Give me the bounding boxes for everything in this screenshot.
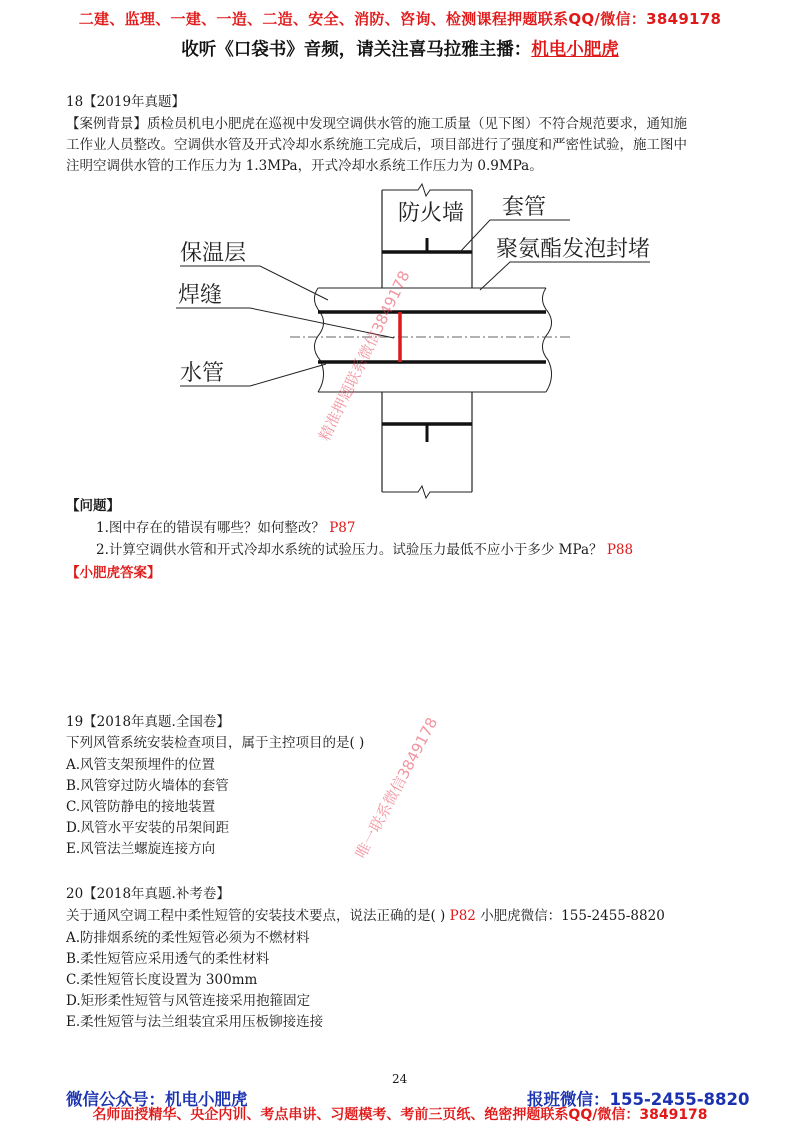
footer-bottom: 名师面授精华、央企内训、考点串讲、习题模考、考前三页纸、绝密押题联系QQ/微信：3849178 — [92, 1107, 708, 1123]
q20-options — [66, 928, 323, 1033]
wall-break-top — [382, 184, 472, 196]
label-weld: 焊缝 — [178, 283, 223, 308]
subtitle-highlight: 机电小肥虎 — [531, 40, 619, 60]
insulation-break-right — [542, 288, 551, 392]
q19-option-e: E.风管法兰螺旋连接方向 — [66, 841, 216, 857]
q18-answer-label: 【小肥虎答案】 — [66, 565, 161, 581]
label-sealant: 聚氨酯发泡封堵 — [496, 237, 650, 262]
q18-background-line2: 工作业人员整改。空调供水管及开式冷却水系统施工完成后，项目部进行了强度和严密性试验，施工图中 — [66, 137, 687, 153]
q19-option-d: D.风管水平安装的吊架间距 — [66, 820, 230, 836]
q18-background-line1: 【案例背景】质检员机电小肥虎在巡视中发现空调供水管的施工质量（见下图）不符合规范要求，通知施 — [66, 116, 687, 132]
q20-option-a: A.防排烟系统的柔性短管必须为不燃材料 — [66, 930, 310, 946]
q18-question2: 2.计算空调供水管和开式冷却水系统的试验压力。试验压力最低不应小于多少 MPa？ P88 — [96, 542, 634, 558]
q19-stem: 下列风管系统安装检查项目，属于主控项目的是( ) — [66, 735, 365, 751]
q20-stem-contact: 小肥虎微信：155-2455-8820 — [480, 908, 665, 924]
q20-option-b: B.柔性短管应采用透气的柔性材料 — [66, 951, 270, 967]
footer-right: 报班微信：155-2455-8820 — [527, 1090, 750, 1109]
label-sleeve: 套管 — [502, 195, 547, 220]
subtitle-prefix: 收听《口袋书》音频，请关注喜马拉雅主播： — [181, 40, 532, 60]
q19-option-c: C.风管防静电的接地装置 — [66, 799, 216, 815]
q20-stem-ref: P82 — [449, 908, 476, 924]
q18-background-line3: 注明空调供水管的工作压力为 1.3MPa，开式冷却水系统工作压力为 0.9MPa。 — [66, 158, 543, 174]
q20-option-d: D.矩形柔性短管与风管连接采用抱箍固定 — [66, 993, 311, 1009]
q19-option-a: A.风管支架预埋件的位置 — [66, 757, 216, 773]
q18-question1-ref: P87 — [329, 520, 356, 536]
q19-heading: 19【2018年真题.全国卷】 — [66, 714, 230, 730]
q18-questions-label: 【问题】 — [66, 498, 120, 514]
page-number: 24 — [392, 1072, 408, 1086]
q20-option-e: E.柔性短管与法兰组装宜采用压板铆接连接 — [66, 1014, 324, 1030]
q19-option-b: B.风管穿过防火墙体的套管 — [66, 778, 229, 794]
leader-sealant — [480, 262, 650, 290]
label-firewall: 防火墙 — [398, 201, 465, 226]
subtitle-banner — [0, 36, 800, 61]
q18-question2-ref: P88 — [606, 542, 634, 558]
q18-heading: 18【2019年真题】 — [66, 94, 186, 110]
footer-left: 微信公众号：机电小肥虎 — [66, 1090, 248, 1109]
q20-heading: 20【2018年真题.补考卷】 — [66, 886, 230, 902]
q18-background-label: 【案例背景】 — [66, 116, 147, 132]
watermark-figure: 精准押题联系微信3849178 — [315, 267, 414, 444]
q18-background — [66, 114, 746, 177]
q20-stem: 关于通风空调工程中柔性短管的安装技术要点，说法正确的是( ) P82 小肥虎微信：155-2455-8820 — [66, 908, 665, 924]
label-insulation: 保温层 — [180, 241, 247, 266]
q19-options — [66, 755, 229, 860]
pipe-through-wall-diagram — [150, 180, 650, 500]
watermark-q19: 唯一联系微信3849178 — [351, 714, 442, 862]
label-pipe: 水管 — [180, 361, 225, 386]
top-banner: 二建、监理、一建、一造、二造、安全、消防、咨询、检测课程押题联系QQ/微信：3849178 — [78, 10, 722, 28]
q18-question1: 1.图中存在的错误有哪些？如何整改？ P87 — [96, 520, 356, 536]
wall-break-bottom — [382, 486, 472, 498]
insulation-break-left — [314, 288, 323, 392]
q20-option-c: C.柔性短管长度设置为 300mm — [66, 972, 258, 988]
